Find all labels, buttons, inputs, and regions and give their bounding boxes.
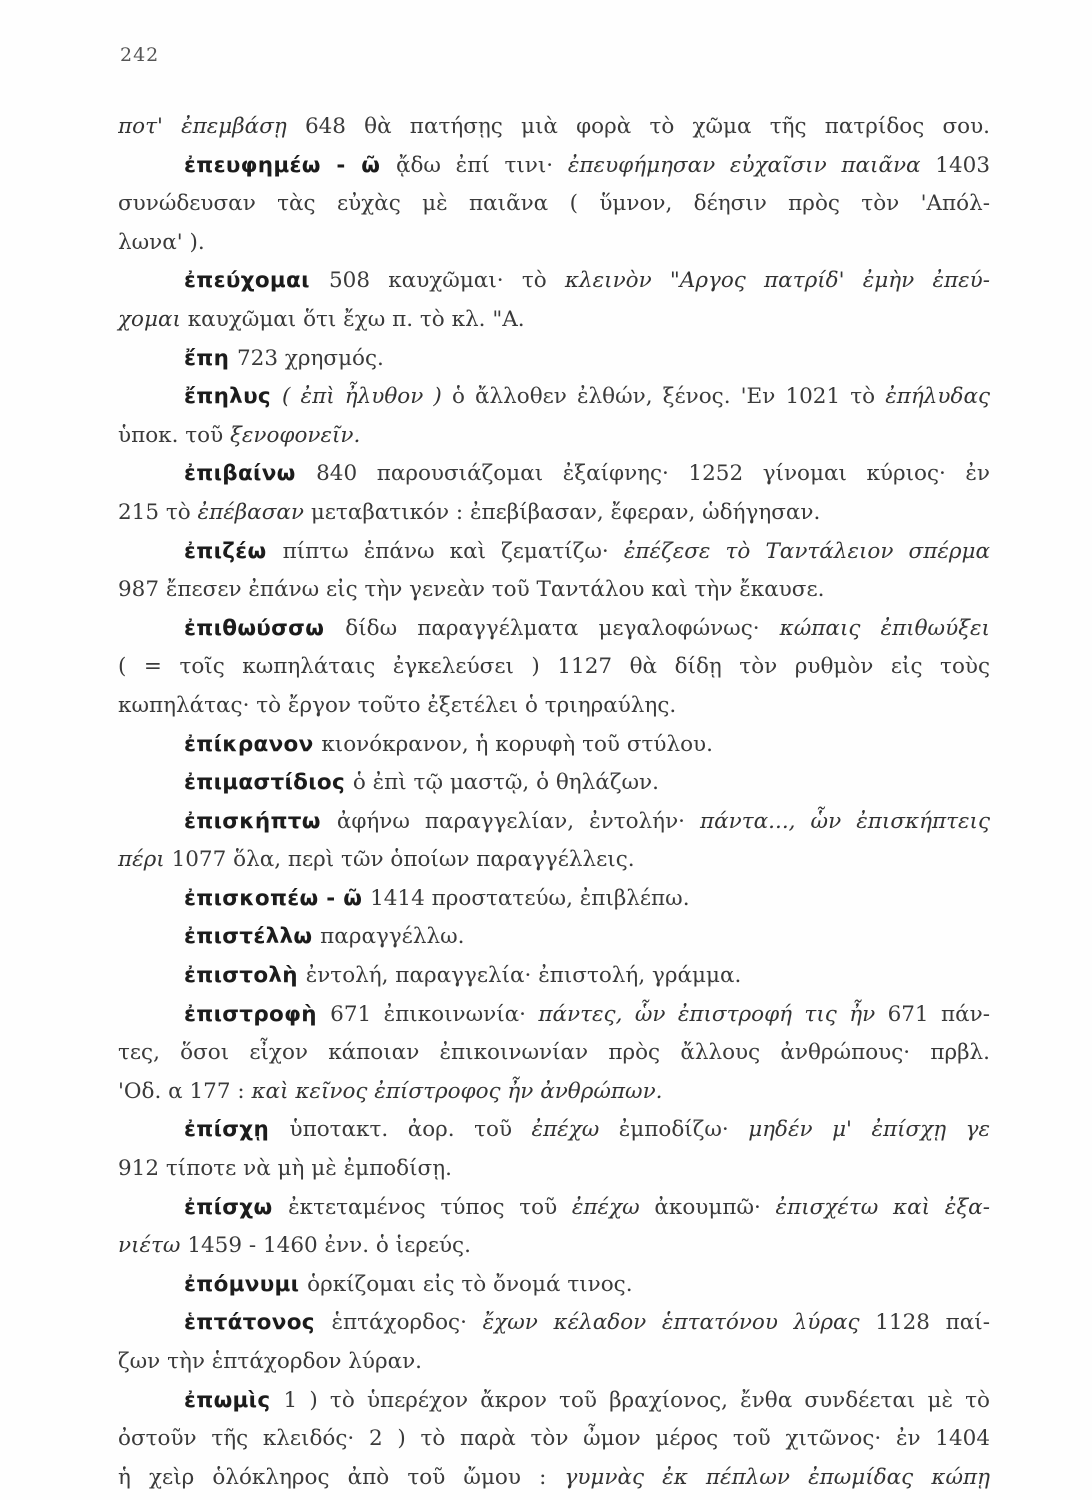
headword: ἔπηλυς (184, 384, 283, 410)
headword: ἐπεύχομαι (184, 268, 329, 294)
text-segment: δίδω παραγγέλματα μεγαλοφώνως· (345, 615, 780, 641)
text-line (118, 1266, 990, 1305)
text-line (118, 803, 990, 842)
dictionary-text-block (118, 108, 990, 1497)
text-line (118, 185, 990, 224)
text-line (118, 1111, 990, 1150)
italic-text-segment: ἐπισχέτω καὶ ἐξα- (775, 1194, 990, 1220)
italic-text-segment: ἐπέβασαν (197, 499, 311, 525)
text-segment: συνώδευσαν τὰς εὐχὰς μὲ παιᾶνα ( ὕμνον, δέησιν πρὸς τὸν 'Απόλ- (118, 191, 990, 217)
text-segment: ἐντολή, παραγγελία· ἐπιστολή, γράμμα. (305, 963, 742, 989)
headword: ἑπτάτονος (184, 1310, 332, 1336)
italic-text-segment: ποτ' ἐπεμβάσῃ (118, 114, 305, 139)
text-segment: 215 τὸ (118, 499, 198, 525)
text-segment: ἐμποδίζω· (618, 1117, 749, 1143)
text-segment: λωνα' ). (118, 229, 205, 255)
text-segment: ἡ χεὶρ ὁλόκληρος ἀπὸ τοῦ ὤμου : (118, 1464, 565, 1490)
text-line (118, 1420, 990, 1459)
italic-text-segment: ( ἐπὶ ἦλυθον ) (282, 384, 452, 410)
text-line (118, 301, 990, 340)
headword: ἐπιστολὴ (184, 963, 306, 989)
italic-text-segment: γυμνὰς ἐκ πέπλων ἐπωμίδας κώπῃ (564, 1464, 990, 1490)
italic-text-segment: ἐπέχω (531, 1117, 619, 1143)
italic-text-segment: κώπαις ἐπιθωύξει (779, 615, 990, 641)
italic-text-segment: πέρι (118, 847, 172, 873)
text-segment: παραγγέλλω. (320, 924, 465, 950)
text-line (118, 533, 990, 572)
italic-text-segment: χομαι (118, 306, 188, 332)
text-segment: ὑποκ. τοῦ (118, 422, 230, 448)
text-segment: ὁρκίζομαι εἰς τὸ ὄνομά τινος. (307, 1271, 633, 1297)
italic-text-segment: ἔχων κέλαδον ἑπτατόνου λύρας (482, 1310, 876, 1336)
text-line (118, 1459, 990, 1498)
text-segment: 671 πάν- (887, 1001, 990, 1027)
text-segment: καυχῶμαι ὅτι ἔχω π. τὸ κλ. "Α. (187, 306, 525, 332)
italic-text-segment: κλεινὸν "Αργος πατρίδ' ἐμὴν ἐπεύ- (564, 268, 990, 294)
text-line (118, 108, 990, 147)
text-line (118, 494, 990, 533)
text-segment: 648 θὰ πατήσῃς μιὰ φορὰ τὸ χῶμα τῆς πατρίδος σου. (304, 114, 990, 139)
page-number: 242 (120, 44, 160, 66)
text-segment: ὁ ἐπὶ τῷ μαστῷ, ὁ θηλάζων. (352, 770, 659, 796)
text-segment: ἀκουμπῶ· (654, 1194, 776, 1220)
headword: ἐπιστροφὴ (184, 1001, 331, 1027)
text-segment: ὀστοῦν τῆς κλειδός· 2 ) τὸ παρὰ τὸν ὦμον μέρος τοῦ χιτῶνος· ἐν 1404 (118, 1426, 990, 1452)
headword: ἔπη (184, 345, 237, 371)
text-segment: ζων τὴν ἑπτάχορδον λύραν. (118, 1349, 423, 1374)
text-segment: 1 ) τὸ ὑπερέχον ἄκρον τοῦ βραχίονος, ἔνθα συνδέεται μὲ τὸ (283, 1387, 990, 1413)
text-segment: 1128 παί- (875, 1310, 990, 1336)
italic-text-segment: καὶ κεῖνος ἐπίστροφος ἦν ἀνθρώπων. (251, 1078, 663, 1104)
text-line (118, 1304, 990, 1343)
headword: ἐπιζέω (184, 538, 283, 564)
italic-text-segment: πάντες, ὧν ἐπιστροφή τις ἦν (538, 1001, 888, 1027)
text-segment: ἐκτεταμένος τύπος τοῦ (288, 1194, 572, 1220)
headword: ἐπιθωύσσω (184, 615, 346, 641)
text-line (118, 687, 990, 726)
text-segment: πίπτω ἐπάνω καὶ ζεματίζω· (282, 538, 624, 564)
headword: ἐπισκήπτω (184, 808, 337, 834)
text-segment: 912 τίποτε νὰ μὴ μὲ ἐμποδίσῃ. (118, 1156, 452, 1182)
text-segment: 'Οδ. α 177 : (118, 1078, 252, 1104)
text-segment: κιονόκρανον, ἡ κορυφὴ τοῦ στύλου. (321, 731, 713, 757)
text-line (118, 764, 990, 803)
italic-text-segment: πάντα..., ὧν ἐπισκήπτεις (700, 808, 990, 834)
text-segment: 1414 προστατεύω, ἐπιβλέπω. (370, 885, 690, 911)
text-segment: μεταβατικόν : ἐπεβίβασαν, ἔφεραν, ὡδήγησαν. (310, 499, 821, 525)
text-line (118, 1189, 990, 1228)
text-segment: ὁ ἄλλοθεν ἐλθών, ξένος. 'Εν 1021 τὸ (451, 384, 886, 410)
text-line (118, 610, 990, 649)
italic-text-segment: ξενοφονεῖν. (230, 422, 361, 448)
text-segment: ὑποτακτ. ἀορ. τοῦ (289, 1117, 532, 1143)
text-line (118, 1382, 990, 1421)
text-segment: τες, ὅσοι εἶχον κάποιαν ἐπικοινωνίαν πρὸς ἄλλους ἀνθρώπους· πρβλ. (118, 1040, 990, 1066)
text-line (118, 147, 990, 186)
text-line (118, 378, 990, 417)
headword: ἐπωμὶς (184, 1387, 284, 1413)
text-line (118, 996, 990, 1035)
text-segment: ἀφήνω παραγγελίαν, ἐντολήν· (336, 808, 701, 834)
text-line (118, 1227, 990, 1266)
text-line (118, 648, 990, 687)
text-segment: 1077 ὅλα, περὶ τῶν ὁποίων παραγγέλλεις. (171, 847, 635, 873)
text-line (118, 571, 990, 610)
text-line (118, 918, 990, 957)
text-segment: κωπηλάτας· τὸ ἔργον τοῦτο ἐξετέλει ὁ τριηραύλης. (118, 692, 677, 718)
text-segment: ἑπτάχορδος· (331, 1310, 483, 1336)
text-segment: ᾄδω ἐπί τινι· (395, 152, 568, 178)
text-segment: 508 καυχῶμαι· τὸ (328, 268, 565, 294)
text-line (118, 880, 990, 919)
headword: ἐπευφημέω - ῶ (184, 152, 396, 178)
text-segment: 840 παρουσιάζομαι ἐξαίφνης· 1252 γίνομαι κύριος· ἐν (316, 461, 990, 487)
headword: ἐπιβαίνω (184, 461, 317, 487)
text-line (118, 1034, 990, 1073)
headword: ἐπόμνυμι (184, 1271, 308, 1297)
text-segment: 1459 - 1460 ἐνν. ὁ ἱερεύς. (187, 1233, 471, 1259)
italic-text-segment: ἐπέζεσε τὸ Ταντάλειον σπέρμα (623, 538, 990, 564)
text-line (118, 1073, 990, 1112)
italic-text-segment: ἐπήλυδας (885, 384, 990, 410)
italic-text-segment: μηδέν μ' ἐπίσχῃ γε (748, 1117, 990, 1143)
italic-text-segment: νιέτω (118, 1233, 188, 1259)
headword: ἐπίσχω (184, 1194, 289, 1220)
text-line (118, 340, 990, 379)
italic-text-segment: ἐπευφήμησαν εὐχαῖσιν παιᾶνα (567, 152, 936, 178)
text-segment: 671 ἐπικοινωνία· (330, 1001, 539, 1027)
text-line (118, 417, 990, 456)
text-line (118, 224, 990, 263)
text-segment: 1403 (935, 152, 990, 178)
text-line (118, 957, 990, 996)
text-line (118, 1343, 990, 1382)
headword: ἐπιστέλλω (184, 924, 321, 950)
headword: ἐπισκοπέω - ῶ (184, 885, 371, 911)
headword: ἐπίσχῃ (184, 1117, 290, 1143)
text-line (118, 841, 990, 880)
italic-text-segment: ἐπέχω (571, 1194, 655, 1220)
text-line (118, 726, 990, 765)
text-line (118, 262, 990, 301)
text-segment: 987 ἔπεσεν ἐπάνω εἰς τὴν γενεὰν τοῦ Ταντάλου καὶ τὴν ἔκαυσε. (118, 577, 825, 603)
headword: ἐπίκρανον (184, 731, 322, 757)
text-line (118, 1150, 990, 1189)
text-segment: 723 χρησμός. (236, 345, 384, 371)
text-line (118, 455, 990, 494)
headword: ἐπιμαστίδιος (184, 770, 353, 796)
text-segment: ( = τοῖς κωπηλάταις ἐγκελεύσει ) 1127 θὰ δίδῃ τὸν ρυθμὸν εἰς τοὺς (118, 654, 990, 680)
